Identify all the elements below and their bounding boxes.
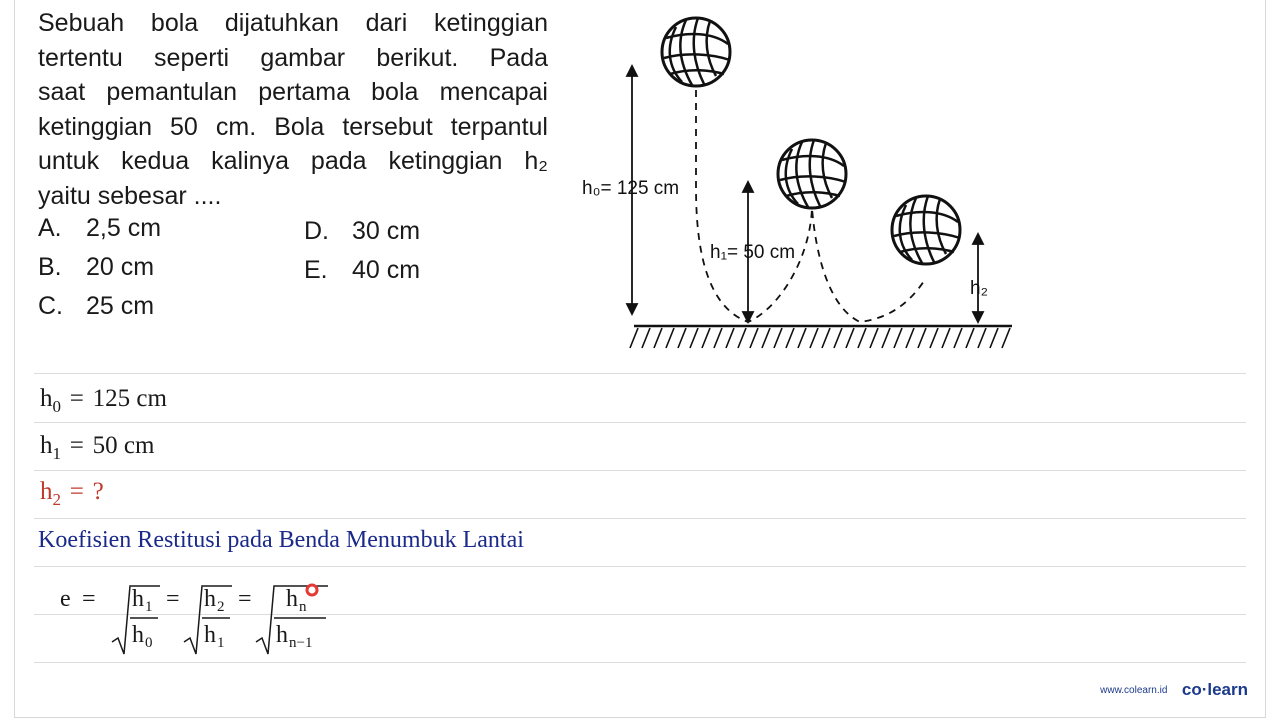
given-value: ? bbox=[92, 478, 104, 505]
ground-hatching bbox=[630, 328, 1010, 348]
given-value: 50 cm bbox=[92, 432, 155, 459]
f3-num: h bbox=[286, 586, 298, 612]
given-var: h bbox=[40, 432, 53, 459]
option-c[interactable] bbox=[38, 292, 154, 321]
given-h2 bbox=[40, 478, 104, 510]
bouncing-ball-figure bbox=[560, 8, 1030, 360]
option-e[interactable] bbox=[304, 256, 420, 285]
given-eq: = bbox=[69, 432, 84, 459]
question-line: yaitu sebesar .... bbox=[38, 181, 222, 210]
formula-eq: = bbox=[166, 586, 180, 612]
formula-eq: = bbox=[238, 586, 252, 612]
question-line: tertentu seperti gambar berikut. Pada bbox=[38, 43, 548, 72]
ball-first-bounce bbox=[778, 140, 846, 208]
h1-label: h₁= 50 cm bbox=[710, 242, 796, 263]
divider bbox=[34, 470, 1246, 471]
option-letter: C. bbox=[38, 292, 63, 320]
divider bbox=[34, 518, 1246, 519]
f2-den: h bbox=[204, 622, 216, 648]
f2-num: h bbox=[204, 586, 216, 612]
option-letter: E. bbox=[304, 256, 328, 284]
question-text bbox=[38, 6, 548, 213]
question-line: saat pemantulan pertama bola mencapai bbox=[38, 78, 548, 106]
option-d[interactable] bbox=[304, 217, 420, 246]
question-line: untuk kedua kalinya pada ketinggian h₂ bbox=[38, 147, 548, 175]
section-heading: Koefisien Restitusi pada Benda Menumbuk Lantai bbox=[38, 527, 524, 553]
given-sub: 2 bbox=[52, 490, 61, 509]
f2-num-sub: 2 bbox=[217, 599, 225, 615]
option-a[interactable] bbox=[38, 214, 161, 243]
cursor-dot-icon bbox=[307, 585, 317, 595]
given-sub: 1 bbox=[52, 444, 61, 463]
divider bbox=[34, 566, 1246, 567]
option-text: 30 cm bbox=[352, 217, 421, 245]
option-text: 25 cm bbox=[86, 292, 155, 320]
restitution-formula bbox=[60, 574, 380, 664]
ball-second-bounce bbox=[892, 196, 960, 264]
f3-den-sub: n−1 bbox=[289, 635, 313, 651]
question-line: Sebuah bola dijatuhkan dari ketinggian bbox=[38, 9, 548, 37]
given-eq: = bbox=[69, 478, 84, 505]
footer-branding bbox=[1100, 680, 1248, 700]
f1-den: h bbox=[132, 622, 144, 648]
answer-options bbox=[38, 214, 498, 334]
footer-url[interactable]: www.colearn.id bbox=[1100, 684, 1168, 696]
divider bbox=[34, 373, 1246, 374]
option-text: 20 cm bbox=[86, 253, 155, 281]
option-text: 40 cm bbox=[352, 256, 421, 284]
brand-logo: co·learn bbox=[1181, 680, 1248, 699]
given-var: h bbox=[40, 385, 53, 412]
f1-num: h bbox=[132, 586, 144, 612]
given-value: 125 cm bbox=[92, 385, 167, 412]
option-b[interactable] bbox=[38, 253, 154, 282]
formula-eq: = bbox=[82, 586, 96, 612]
given-eq: = bbox=[69, 385, 84, 412]
f3-num-sub: n bbox=[299, 599, 307, 615]
ball-initial bbox=[662, 18, 730, 86]
f3-den: h bbox=[276, 622, 288, 648]
given-sub: 0 bbox=[52, 397, 61, 416]
option-letter: B. bbox=[38, 253, 62, 281]
f2-den-sub: 1 bbox=[217, 635, 225, 651]
option-letter: A. bbox=[38, 214, 62, 242]
given-h0 bbox=[40, 385, 167, 417]
divider bbox=[34, 422, 1246, 423]
option-text: 2,5 cm bbox=[86, 214, 162, 242]
h2-label: h₂ bbox=[970, 278, 988, 299]
f1-den-sub: 0 bbox=[145, 635, 153, 651]
given-var: h bbox=[40, 478, 53, 505]
f1-num-sub: 1 bbox=[145, 599, 153, 615]
option-letter: D. bbox=[304, 217, 329, 245]
h0-label: h₀= 125 cm bbox=[582, 178, 680, 199]
formula-e: e bbox=[60, 586, 71, 612]
given-h1 bbox=[40, 432, 154, 464]
question-line: ketinggian 50 cm. Bola tersebut terpantul bbox=[38, 112, 548, 141]
